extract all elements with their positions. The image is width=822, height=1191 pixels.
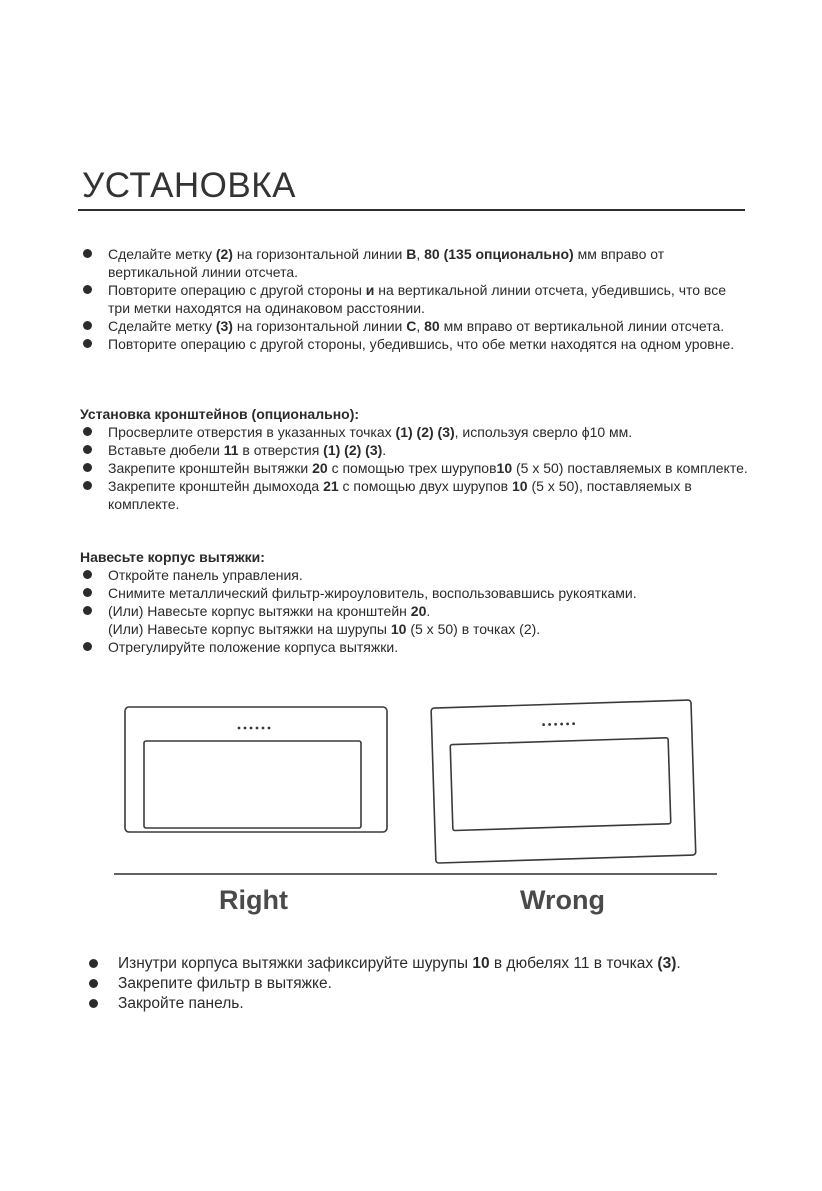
list-item: Сделайте метку (2) на горизонтальной линии B, 80 (135 опционально) мм вправо от вертикальной линии отсчета.: [80, 245, 748, 281]
bullet-icon: [83, 481, 92, 490]
list-item: Отрегулируйте положение корпуса вытяжки.: [80, 638, 748, 656]
brackets-list: [80, 423, 748, 513]
section-heading: Навесьте корпус вытяжки:: [80, 549, 265, 565]
hood-wrong-illustration: [431, 700, 696, 863]
bullet-icon: [83, 249, 92, 258]
bullet-icon: [83, 606, 92, 615]
section-heading: Установка кронштейнов (опционально):: [80, 406, 360, 422]
list-item: Закрепите фильтр в вытяжке.: [86, 974, 776, 994]
list-item: (Или) Навесьте корпус вытяжки на шурупы 10 (5 x 50) в точках (2).: [108, 621, 541, 637]
final-section: [86, 954, 776, 1014]
bullet-icon: [83, 445, 92, 454]
final-list: [86, 954, 776, 1014]
alignment-figure: [110, 690, 720, 930]
list-item: Повторите операцию с другой стороны и на вертикальной линии отсчета, убедившись, что все три метки находятся на одинаковом расстоянии.: [80, 281, 748, 317]
brackets-section: [80, 405, 748, 513]
bullet-icon: [89, 959, 98, 968]
list-item: Закрепите кронштейн вытяжки 20 с помощью трех шурупов10 (5 x 50) поставляемых в комплекте.: [80, 459, 748, 477]
page-title: УСТАНОВКА: [82, 166, 296, 205]
bullet-icon: [83, 588, 92, 597]
bullet-icon: [83, 570, 92, 579]
title-divider: [78, 209, 745, 211]
list-item: Откройте панель управления.: [80, 566, 748, 584]
hood-section: [80, 548, 748, 656]
bullet-icon: [83, 285, 92, 294]
hood-list: [80, 566, 748, 656]
bullet-icon: [89, 999, 98, 1008]
list-item: Повторите операцию с другой стороны, убедившись, что обе метки находятся на одном уровне.: [80, 335, 748, 353]
intro-list: [80, 245, 748, 353]
bullet-icon: [83, 463, 92, 472]
list-item: Сделайте метку (3) на горизонтальной линии C, 80 мм вправо от вертикальной линии отсчета.: [80, 317, 748, 335]
list-item: (Или) Навесьте корпус вытяжки на кронштейн 20.: [80, 602, 748, 620]
intro-section: [80, 245, 748, 353]
list-item: Вставьте дюбели 11 в отверстия (1) (2) (3).: [80, 441, 748, 459]
bullet-icon: [89, 979, 98, 988]
hood-right-illustration: [125, 707, 387, 832]
bullet-icon: [83, 339, 92, 348]
list-item: Снимите металлический фильтр-жироуловитель, воспользовавшись рукоятками.: [80, 584, 748, 602]
list-item: Просверлите отверстия в указанных точках (1) (2) (3), используя сверло ϕ10 мм.: [80, 423, 748, 441]
list-item: Закройте панель.: [86, 994, 776, 1014]
bullet-icon: [83, 427, 92, 436]
wrong-label: Wrong: [520, 885, 605, 915]
list-item: Изнутри корпуса вытяжки зафиксируйте шурупы 10 в дюбелях 11 в точках (3).: [86, 954, 776, 974]
bullet-icon: [83, 642, 92, 651]
list-item: Закрепите кронштейн дымохода 21 с помощью двух шурупов 10 (5 x 50), поставляемых в комплекте.: [80, 477, 748, 513]
right-label: Right: [219, 885, 288, 915]
bullet-icon: [83, 321, 92, 330]
alignment-diagram: [110, 690, 720, 930]
